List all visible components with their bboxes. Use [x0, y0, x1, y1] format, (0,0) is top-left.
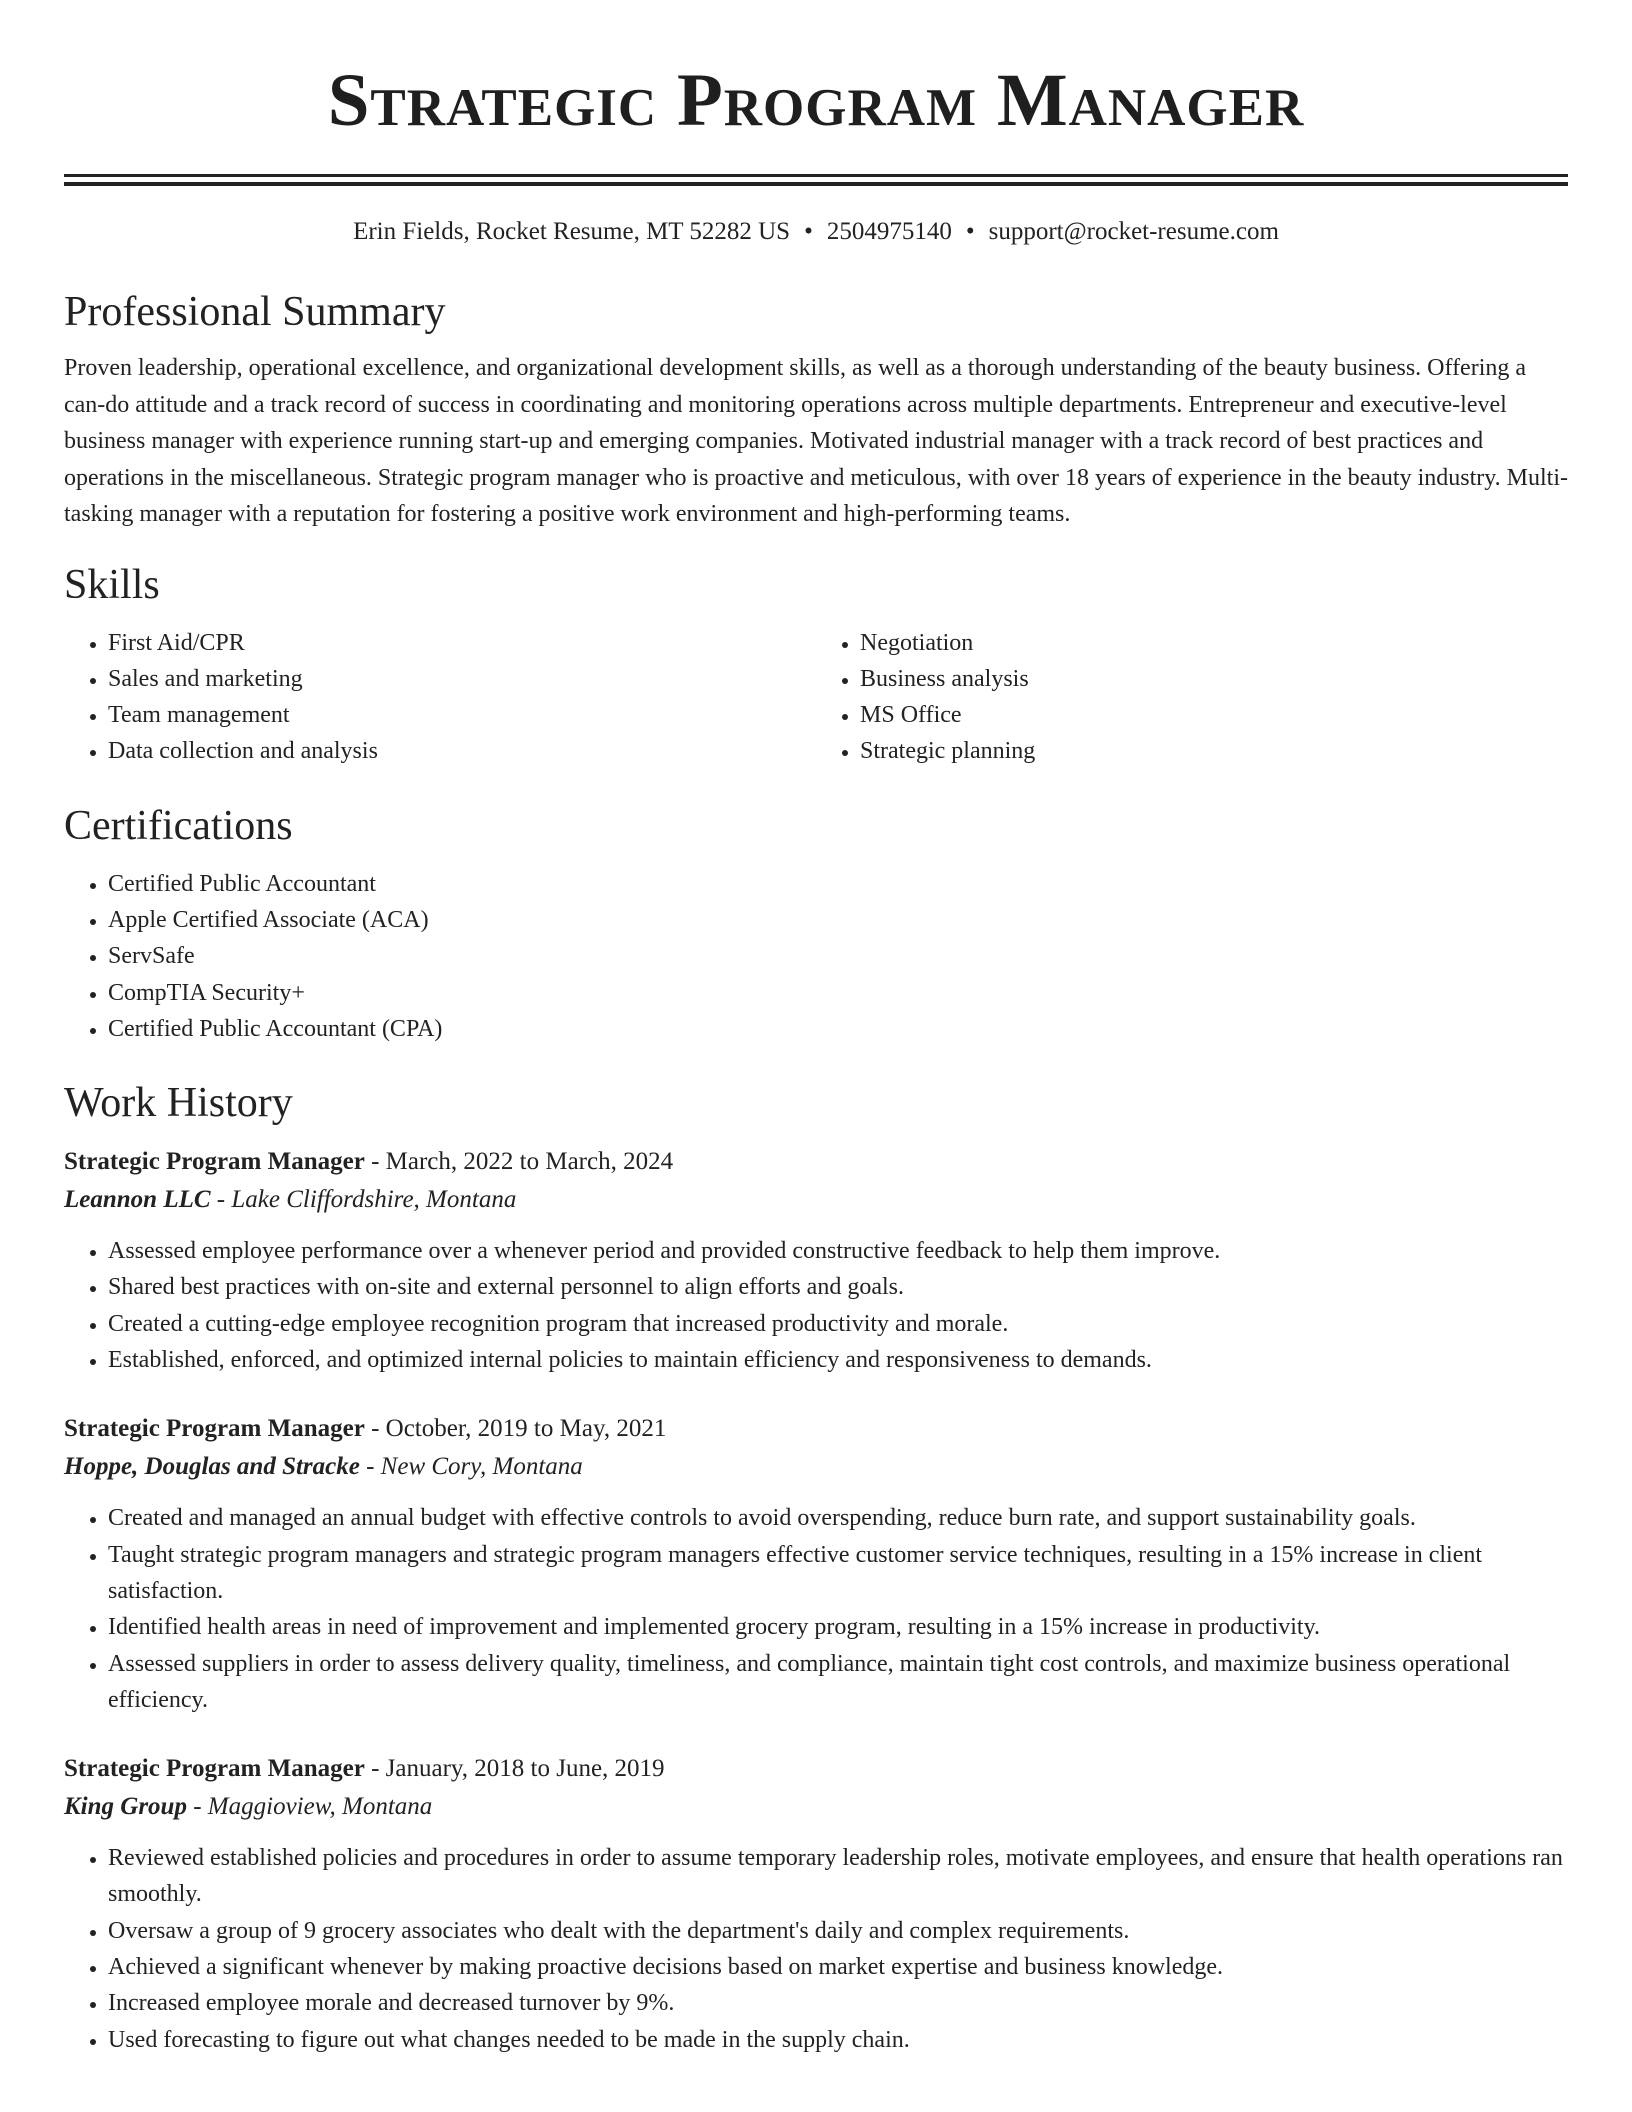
job-role: Strategic Program Manager	[64, 1148, 365, 1176]
job-company-line	[64, 1448, 1568, 1486]
job-bullet: • Achieved a significant whenever by making proactive decisions based on market expertise and business knowledge.	[108, 1949, 1568, 1985]
job-title-line	[64, 1750, 1568, 1788]
job-list	[64, 1143, 1568, 2058]
job-entry	[64, 1410, 1568, 1718]
job-company: Hoppe, Douglas and Stracke	[64, 1453, 360, 1481]
certifications-heading: Certifications	[64, 802, 293, 849]
job-bullet-list	[64, 1500, 1568, 1718]
contact-line	[64, 216, 1568, 248]
skills-heading: Skills	[64, 561, 160, 608]
summary-section	[64, 286, 1568, 533]
skill-item: • Sales and marketing	[108, 661, 816, 697]
summary-heading: Professional Summary	[64, 289, 446, 335]
summary-text: Proven leadership, operational excellence, and organizational development skills, as well as a thorough understanding of the beauty business. Offering a can-do attitude and a track record of success in coordinating and monitoring operations across multiple departments. Entrepreneur and executive-level business manager with experience running start-up and emerging companies. Motivated industrial manager with a track record of best practices and operations in the miscellaneous. Strategic program manager who is proactive and meticulous, with over 18 years of experience in the beauty industry. Multi-tasking manager with a reputation for fostering a positive work environment and high-performing teams.	[64, 355, 1569, 527]
job-company: King Group	[64, 1793, 187, 1821]
certification-item: • Certified Public Accountant (CPA)	[108, 1011, 1568, 1047]
skill-item: • Data collection and analysis	[108, 733, 816, 769]
job-bullet: • Assessed suppliers in order to assess delivery quality, timeliness, and compliance, maintain tight cost controls, and maximize business operational efficiency.	[108, 1646, 1568, 1719]
job-bullet: • Created a cutting-edge employee recognition program that increased productivity and morale.	[108, 1306, 1568, 1342]
skills-list-right	[816, 625, 1568, 770]
job-dates: - January, 2018 to June, 2019	[364, 1755, 665, 1783]
certifications-section	[64, 800, 1568, 1047]
skill-item: • Team management	[108, 697, 816, 733]
contact-email: support@rocket-resume.com	[988, 218, 1279, 245]
contact-separator: •	[804, 218, 813, 245]
certification-item: • ServSafe	[108, 938, 1568, 974]
skills-grid	[64, 625, 1568, 770]
skill-item: • MS Office	[860, 697, 1568, 733]
certification-item: • Apple Certified Associate (ACA)	[108, 902, 1568, 938]
skill-item: • Strategic planning	[860, 733, 1568, 769]
job-title-line	[64, 1410, 1568, 1448]
certification-item: • CompTIA Security+	[108, 975, 1568, 1011]
job-title-line	[64, 1143, 1568, 1181]
skill-item: • Negotiation	[860, 625, 1568, 661]
resume-title: Strategic Program Manager	[327, 59, 1305, 142]
job-location: - Maggioview, Montana	[186, 1793, 433, 1821]
job-bullet: • Shared best practices with on-site and external personnel to align efforts and goals.	[108, 1269, 1568, 1305]
contact-phone: 2504975140	[826, 218, 952, 245]
contact-address: Erin Fields, Rocket Resume, MT 52282 US	[353, 218, 791, 245]
job-location: - Lake Cliffordshire, Montana	[210, 1186, 517, 1214]
job-bullet: • Oversaw a group of 9 grocery associates who dealt with the department's daily and complex requirements.	[108, 1913, 1568, 1949]
job-bullet: • Used forecasting to figure out what changes needed to be made in the supply chain.	[108, 2022, 1568, 2058]
job-company-line	[64, 1788, 1568, 1826]
job-dates: - March, 2022 to March, 2024	[364, 1148, 674, 1176]
job-bullet-list	[64, 1840, 1568, 2058]
job-entry	[64, 1750, 1568, 2058]
job-bullet: • Created and managed an annual budget with effective controls to avoid overspending, reduce burn rate, and support sustainability goals.	[108, 1500, 1568, 1536]
job-bullet-list	[64, 1233, 1568, 1378]
skill-item: • Business analysis	[860, 661, 1568, 697]
work-history-heading: Work History	[64, 1080, 293, 1127]
job-role: Strategic Program Manager	[64, 1415, 365, 1443]
job-dates: - October, 2019 to May, 2021	[364, 1415, 667, 1443]
job-bullet: • Increased employee morale and decreased turnover by 9%.	[108, 1985, 1568, 2021]
skills-list-left	[64, 625, 816, 770]
title-divider	[64, 174, 1568, 186]
job-role: Strategic Program Manager	[64, 1755, 365, 1783]
certifications-list	[64, 866, 1568, 1047]
contact-separator: •	[965, 218, 975, 245]
certification-item: • Certified Public Accountant	[108, 866, 1568, 902]
job-location: - New Cory, Montana	[359, 1453, 583, 1481]
job-company: Leannon LLC	[64, 1186, 211, 1214]
job-entry	[64, 1143, 1568, 1378]
skill-item: • First Aid/CPR	[108, 625, 816, 661]
job-bullet: • Identified health areas in need of improvement and implemented grocery program, resulting in a 15% increase in productivity.	[108, 1609, 1568, 1645]
job-bullet: • Established, enforced, and optimized internal policies to maintain efficiency and responsiveness to demands.	[108, 1342, 1568, 1378]
job-bullet: • Taught strategic program managers and strategic program managers effective customer service techniques, resulting in a 15% increase in client satisfaction.	[108, 1537, 1568, 1610]
job-bullet: • Assessed employee performance over a whenever period and provided constructive feedback to help them improve.	[108, 1233, 1568, 1269]
skills-section	[64, 559, 1568, 770]
resume-page	[64, 0, 1568, 2090]
job-company-line	[64, 1181, 1568, 1219]
job-bullet: • Reviewed established policies and procedures in order to assume temporary leadership roles, motivate employees, and ensure that health operations ran smoothly.	[108, 1840, 1568, 1913]
work-history-section	[64, 1077, 1568, 2058]
